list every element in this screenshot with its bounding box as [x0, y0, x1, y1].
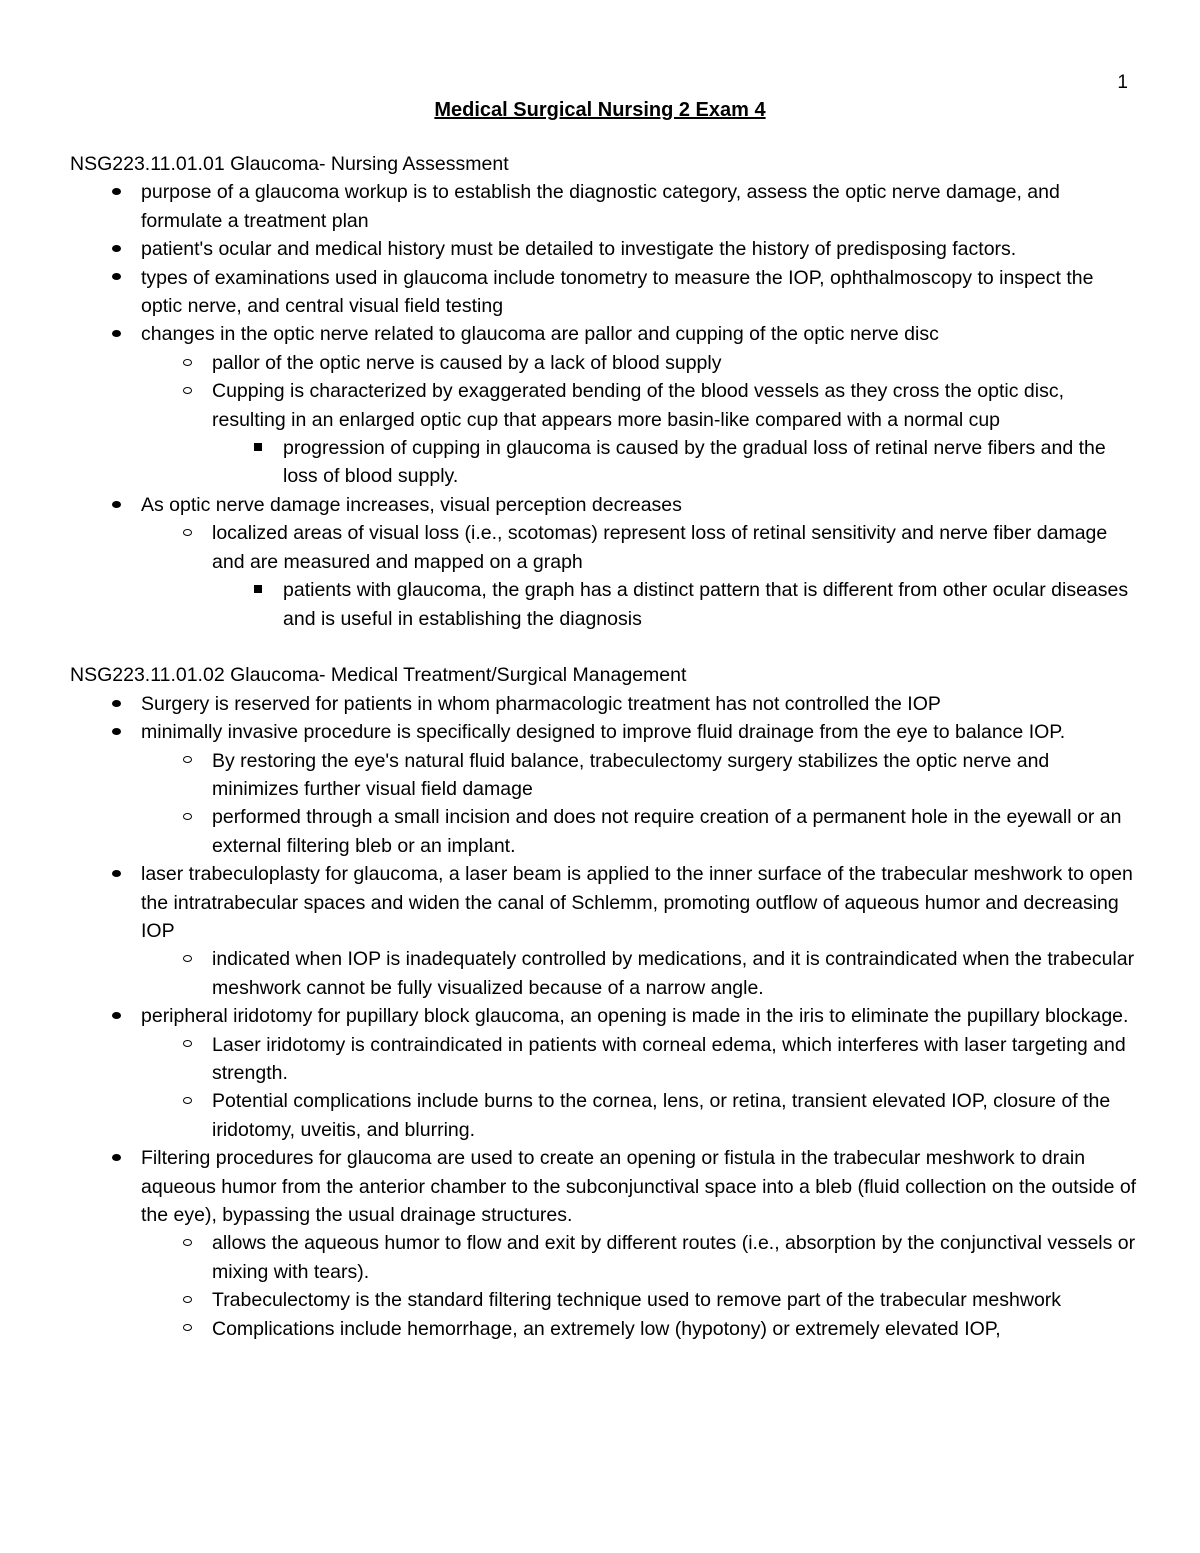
list-item — [212, 434, 1140, 491]
bullet-list-level-2 — [70, 519, 1140, 633]
list-item-text: Complications include hemorrhage, an extremely low (hypotony) or extremely elevated IOP, — [212, 1317, 1001, 1340]
bullet-dot-icon — [106, 320, 126, 348]
list-item-text: By restoring the eye's natural fluid balance, trabeculectomy surgery stabilizes the optic nerve and minimizes further visual field damage — [212, 749, 1050, 800]
list-item-text: laser trabeculoplasty for glaucoma, a laser beam is applied to the inner surface of the trabecular meshwork to open the intratrabecular spaces and widen the canal of Schlemm, promoting outflow of aqueous humor and decreasing IOP — [141, 863, 1133, 942]
list-item-text: changes in the optic nerve related to glaucoma are pallor and cupping of the optic nerve disc — [141, 323, 939, 346]
bullet-circle-icon — [177, 945, 197, 973]
bullet-dot-icon — [106, 264, 126, 292]
bullet-circle-icon — [177, 803, 197, 831]
bullet-circle-icon — [177, 349, 197, 377]
list-item — [70, 1002, 1140, 1144]
bullet-square-icon — [248, 434, 268, 462]
list-item-text: indicated when IOP is inadequately controlled by medications, and it is contraindicated when the trabecular meshwork cannot be fully visualized because of a narrow angle. — [212, 948, 1135, 999]
list-item — [70, 491, 1140, 633]
list-item — [70, 1144, 1140, 1343]
list-item-text: purpose of a glaucoma workup is to establish the diagnostic category, assess the optic nerve damage, and formulate a treatment plan — [141, 181, 1060, 232]
document-body — [70, 150, 1140, 1371]
bullet-list-level-2 — [70, 1031, 1140, 1145]
list-item-text: Laser iridotomy is contraindicated in patients with corneal edema, which interferes with laser targeting and strength. — [212, 1033, 1126, 1084]
bullet-dot-icon — [106, 1002, 126, 1030]
bullet-dot-icon — [106, 860, 126, 888]
bullet-dot-icon — [106, 690, 126, 718]
bullet-circle-icon — [177, 1031, 197, 1059]
list-item — [70, 264, 1140, 321]
list-item-text: Filtering procedures for glaucoma are used to create an opening or fistula in the trabecular meshwork to drain aqueous humor from the anterior chamber to the subconjunctival space into a bleb (fluid collection on the outside of the eye), bypassing the usual drainage structures. — [141, 1147, 1137, 1227]
list-item — [141, 803, 1140, 860]
list-item-text: minimally invasive procedure is specifically designed to improve fluid drainage from the eye to balance IOP. — [141, 721, 1066, 744]
list-item — [141, 377, 1140, 491]
list-item-text: types of examinations used in glaucoma include tonometry to measure the IOP, ophthalmoscopy to inspect the optic nerve, and central visual field testing — [141, 266, 1094, 318]
list-item — [70, 860, 1140, 1002]
bullet-dot-icon — [106, 1144, 126, 1172]
bullet-list-level-3 — [141, 576, 1140, 633]
list-item — [141, 1229, 1140, 1286]
list-item — [141, 1031, 1140, 1088]
document-title: Medical Surgical Nursing 2 Exam 4 — [434, 99, 766, 121]
list-item — [70, 718, 1140, 860]
bullet-list-level-2 — [70, 1229, 1140, 1343]
bullet-list-level-1 — [70, 690, 1140, 1343]
bullet-circle-icon — [177, 519, 197, 547]
bullet-circle-icon — [177, 1087, 197, 1115]
list-item — [141, 1315, 1140, 1343]
list-item — [70, 320, 1140, 490]
list-item — [141, 1087, 1140, 1144]
bullet-circle-icon — [177, 1229, 197, 1257]
list-item-text: localized areas of visual loss (i.e., scotomas) represent loss of retinal sensitivity and nerve fiber damage and are measured and mapped on a graph — [212, 522, 1108, 573]
list-item — [141, 1286, 1140, 1314]
bullet-list-level-2 — [70, 945, 1140, 1002]
bullet-dot-icon — [106, 718, 126, 746]
bullet-square-icon — [248, 576, 268, 604]
bullet-dot-icon — [106, 491, 126, 519]
section-heading: NSG223.11.01.02 Glaucoma- Medical Treatment/Surgical Management — [70, 664, 687, 687]
list-item-text: peripheral iridotomy for pupillary block glaucoma, an opening is made in the iris to eliminate the pupillary blockage. — [141, 1005, 1129, 1028]
list-item — [70, 178, 1140, 235]
list-item — [141, 747, 1140, 804]
bullet-list-level-1 — [70, 178, 1140, 633]
list-item — [141, 945, 1140, 1002]
list-item-text: performed through a small incision and does not require creation of a permanent hole in the eyewall or an external filtering bleb or an implant. — [212, 806, 1122, 857]
list-item-text: allows the aqueous humor to flow and exit by different routes (i.e., absorption by the conjunctival vessels or mixing with tears). — [212, 1232, 1136, 1283]
page-number: 1 — [1117, 72, 1128, 93]
bullet-circle-icon — [177, 747, 197, 775]
bullet-circle-icon — [177, 377, 197, 405]
list-item — [212, 576, 1140, 633]
bullet-list-level-2 — [70, 349, 1140, 491]
list-item-text: patients with glaucoma, the graph has a distinct pattern that is different from other ocular diseases and is useful in establishing the diagnosis — [283, 579, 1129, 630]
bullet-dot-icon — [106, 178, 126, 206]
bullet-list-level-3 — [141, 434, 1140, 491]
bullet-list-level-2 — [70, 747, 1140, 861]
bullet-dot-icon — [106, 235, 126, 263]
bullet-circle-icon — [177, 1286, 197, 1314]
list-item-text: Surgery is reserved for patients in whom pharmacologic treatment has not controlled the IOP — [141, 692, 941, 715]
list-item-text: progression of cupping in glaucoma is caused by the gradual loss of retinal nerve fibers and the loss of blood supply. — [283, 437, 1106, 488]
bullet-circle-icon — [177, 1315, 197, 1343]
section — [70, 661, 1140, 1343]
list-item — [70, 690, 1140, 718]
list-item-text: Cupping is characterized by exaggerated bending of the blood vessels as they cross the optic disc, resulting in an enlarged optic cup that appears more basin-like compared with a normal cup — [212, 380, 1065, 431]
list-item-text: pallor of the optic nerve is caused by a lack of blood supply — [212, 351, 722, 374]
section-heading: NSG223.11.01.01 Glaucoma- Nursing Assessment — [70, 153, 509, 175]
section — [70, 150, 1140, 633]
list-item-text: Potential complications include burns to the cornea, lens, or retina, transient elevated IOP, closure of the iridotomy, uveitis, and blurring. — [212, 1090, 1111, 1141]
list-item — [141, 519, 1140, 633]
list-item-text: patient's ocular and medical history must be detailed to investigate the history of predisposing factors. — [141, 238, 1017, 261]
list-item — [70, 235, 1140, 263]
list-item-text: As optic nerve damage increases, visual perception decreases — [141, 493, 682, 516]
list-item — [141, 349, 1140, 377]
list-item-text: Trabeculectomy is the standard filtering technique used to remove part of the trabecular meshwork — [212, 1289, 1062, 1312]
